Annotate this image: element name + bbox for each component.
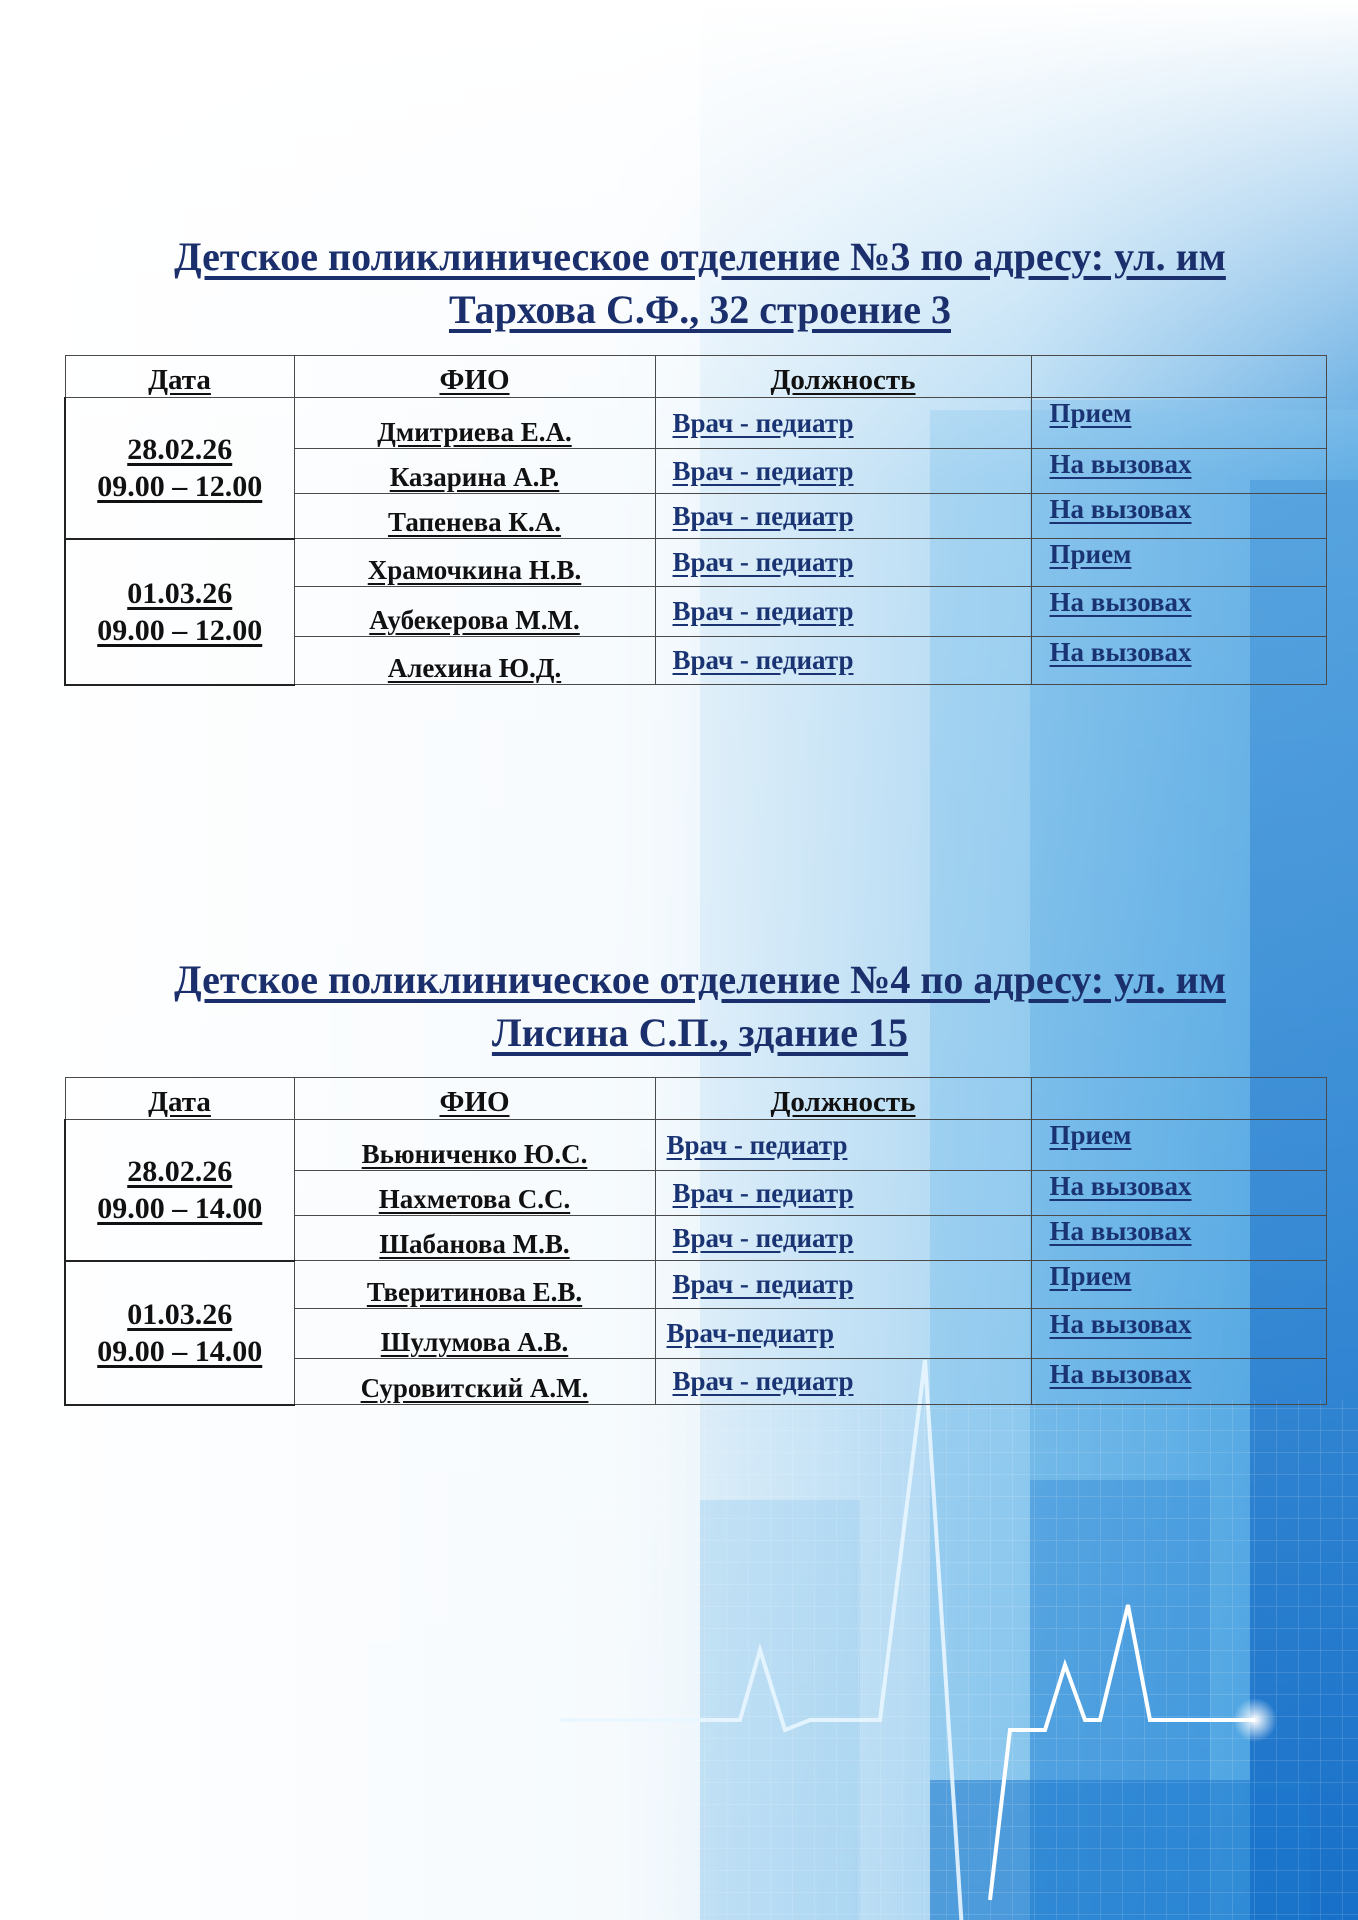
section-2-title-line2: Лисина С.П., здание 15 bbox=[491, 1010, 909, 1055]
doctor-name: Шабанова М.В. bbox=[294, 1216, 655, 1261]
status-link[interactable]: На вызовах bbox=[1031, 637, 1326, 685]
doctor-name: Храмочкина Н.В. bbox=[294, 539, 655, 587]
doctor-name: Вьюниченко Ю.С. bbox=[294, 1120, 655, 1171]
date: 01.03.26 bbox=[127, 1297, 233, 1331]
position-link[interactable]: Врач - педиатр bbox=[655, 637, 1031, 685]
time-range: 09.00 – 12.00 bbox=[97, 469, 263, 503]
date-cell bbox=[65, 398, 294, 539]
position-link[interactable]: Врач - педиатр bbox=[655, 398, 1031, 449]
date-cell bbox=[65, 1120, 294, 1261]
status-link[interactable]: На вызовах bbox=[1031, 449, 1326, 494]
column-header-date: Дата bbox=[65, 356, 294, 398]
status-link[interactable]: На вызовах bbox=[1031, 587, 1326, 637]
doctor-name: Суровитский А.М. bbox=[294, 1359, 655, 1405]
table-header bbox=[65, 356, 1326, 398]
date: 28.02.26 bbox=[127, 1154, 233, 1188]
table-row bbox=[65, 398, 1326, 449]
position-link[interactable]: Врач - педиатр bbox=[655, 494, 1031, 539]
date-cell bbox=[65, 539, 294, 685]
doctor-name: Тапенева К.А. bbox=[294, 494, 655, 539]
section-1-title-line1: Детское поликлиническое отделение №3 по адресу: ул. им bbox=[174, 234, 1226, 279]
doctor-name: Казарина А.Р. bbox=[294, 449, 655, 494]
section-2-title bbox=[0, 953, 1358, 1059]
position-link[interactable]: Врач - педиатр bbox=[655, 1171, 1031, 1216]
table-header bbox=[65, 1078, 1326, 1120]
position-link[interactable]: Врач - педиатр bbox=[655, 587, 1031, 637]
status-link[interactable]: На вызовах bbox=[1031, 1309, 1326, 1359]
position-link[interactable]: Врач - педиатр bbox=[655, 1261, 1031, 1309]
position-link[interactable]: Врач - педиатр bbox=[655, 1120, 1031, 1171]
doctor-name: Нахметова С.С. bbox=[294, 1171, 655, 1216]
status-link[interactable]: На вызовах bbox=[1031, 1216, 1326, 1261]
schedule-table-2 bbox=[64, 1077, 1327, 1406]
time-range: 09.00 – 14.00 bbox=[97, 1191, 263, 1225]
position-link[interactable]: Врач-педиатр bbox=[655, 1309, 1031, 1359]
column-header-name: ФИО bbox=[294, 356, 655, 398]
section-1-title bbox=[0, 230, 1358, 336]
status-link[interactable]: Прием bbox=[1031, 1120, 1326, 1171]
position-link[interactable]: Врач - педиатр bbox=[655, 539, 1031, 587]
table-row bbox=[65, 1261, 1326, 1309]
table-row bbox=[65, 1120, 1326, 1171]
position-link[interactable]: Врач - педиатр bbox=[655, 1216, 1031, 1261]
date: 01.03.26 bbox=[127, 576, 233, 610]
doctor-name: Алехина Ю.Д. bbox=[294, 637, 655, 685]
position-link[interactable]: Врач - педиатр bbox=[655, 1359, 1031, 1405]
time-range: 09.00 – 12.00 bbox=[97, 613, 263, 647]
date: 28.02.26 bbox=[127, 432, 233, 466]
doctor-name: Дмитриева Е.А. bbox=[294, 398, 655, 449]
date-cell bbox=[65, 1261, 294, 1405]
section-1-title-line2: Тархова С.Ф., 32 строение 3 bbox=[449, 287, 951, 332]
doctor-name: Аубекерова М.М. bbox=[294, 587, 655, 637]
column-header-status bbox=[1031, 1078, 1326, 1120]
status-link[interactable]: Прием bbox=[1031, 539, 1326, 587]
status-link[interactable]: На вызовах bbox=[1031, 494, 1326, 539]
status-link[interactable]: На вызовах bbox=[1031, 1359, 1326, 1405]
column-header-position: Должность bbox=[655, 1078, 1031, 1120]
time-range: 09.00 – 14.00 bbox=[97, 1334, 263, 1368]
column-header-date: Дата bbox=[65, 1078, 294, 1120]
doctor-name: Шулумова А.В. bbox=[294, 1309, 655, 1359]
status-link[interactable]: Прием bbox=[1031, 398, 1326, 449]
column-header-status bbox=[1031, 356, 1326, 398]
status-link[interactable]: На вызовах bbox=[1031, 1171, 1326, 1216]
status-link[interactable]: Прием bbox=[1031, 1261, 1326, 1309]
schedule-table-1 bbox=[64, 355, 1327, 686]
table-row bbox=[65, 539, 1326, 587]
section-2-title-line1: Детское поликлиническое отделение №4 по адресу: ул. им bbox=[174, 957, 1226, 1002]
doctor-name: Тверитинова Е.В. bbox=[294, 1261, 655, 1309]
column-header-name: ФИО bbox=[294, 1078, 655, 1120]
column-header-position: Должность bbox=[655, 356, 1031, 398]
position-link[interactable]: Врач - педиатр bbox=[655, 449, 1031, 494]
